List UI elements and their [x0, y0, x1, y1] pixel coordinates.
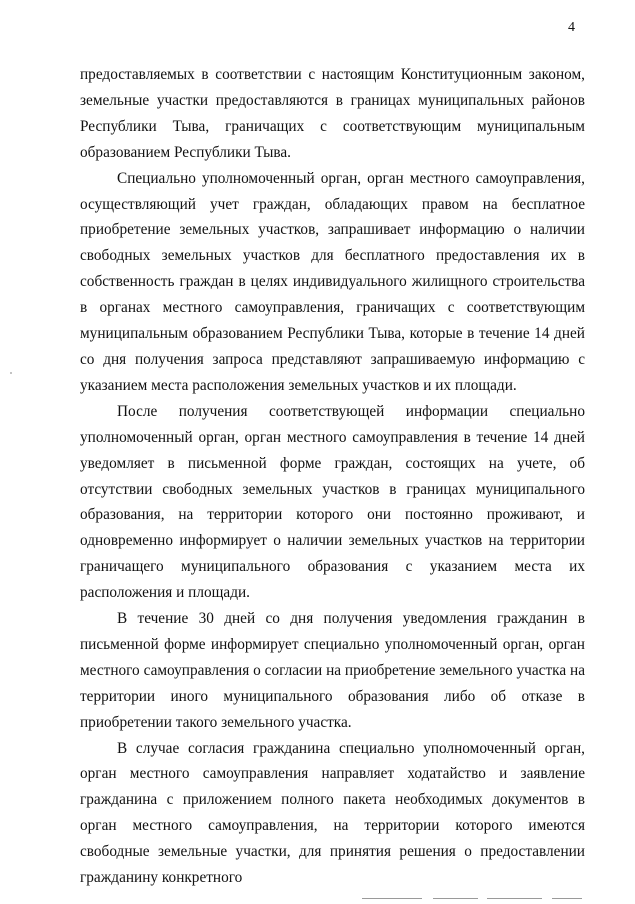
- page-number: 4: [568, 20, 575, 35]
- paragraph: В течение 30 дней со дня получения уведомления гражданин в письменной форме информирует специально уполномоченный орган, орган местного самоуправления о согласии на приобретение земельного участка на территории иного муниципального образования либо об отказе в приобретении такого земельного участка.: [80, 610, 585, 731]
- scan-artifact: [487, 898, 542, 899]
- paragraph-continuation: предоставляемых в соответствии с настоящим Конституционным законом, земельные участки предоставляются в границах муниципальных районов Республики Тыва, граничащих с соответствующим муниципальным образованием Республики Тыва.: [80, 66, 585, 161]
- scan-artifact: [433, 898, 478, 899]
- paragraph: В случае согласия гражданина специально уполномоченный орган, орган местного самоуправления направляет ходатайство и заявление гражданина с приложением полного пакета необходимых документов в орган местного самоуправления, на территории которого имеются свободные земельные участки, для принятия решения о предоставлении гражданину конкретного: [80, 739, 585, 887]
- scan-artifact: [10, 372, 12, 374]
- scan-artifact: [552, 898, 582, 899]
- paragraph: После получения соответствующей информации специально уполномоченный орган, орган местного самоуправления в течение 14 дней уведомляет в письменной форме граждан, состоящих на учете, об отсутствии свободных земельных участков в границах муниципального образования, на территории которого они постоянно проживают, и одновременно информирует о наличии земельных участков на территории граничащего муниципального образования с указанием места их расположения и площади.: [80, 402, 585, 602]
- scan-artifact: [362, 898, 422, 899]
- paragraph: Специально уполномоченный орган, орган местного самоуправления, осуществляющий учет граждан, обладающих правом на бесплатное приобретение земельных участков, запрашивает информацию о наличии свободных земельных участков для бесплатного предоставления их в собственность граждан в целях индивидуального жилищного строительства в органах местного самоуправления, граничащих с соответствующим муниципальным образованием Республики Тыва, которые в течение 14 дней со дня получения запроса представляют запрашиваемую информацию с указанием места расположения земельных участков и их площади.: [80, 169, 585, 394]
- document-body: [80, 62, 585, 891]
